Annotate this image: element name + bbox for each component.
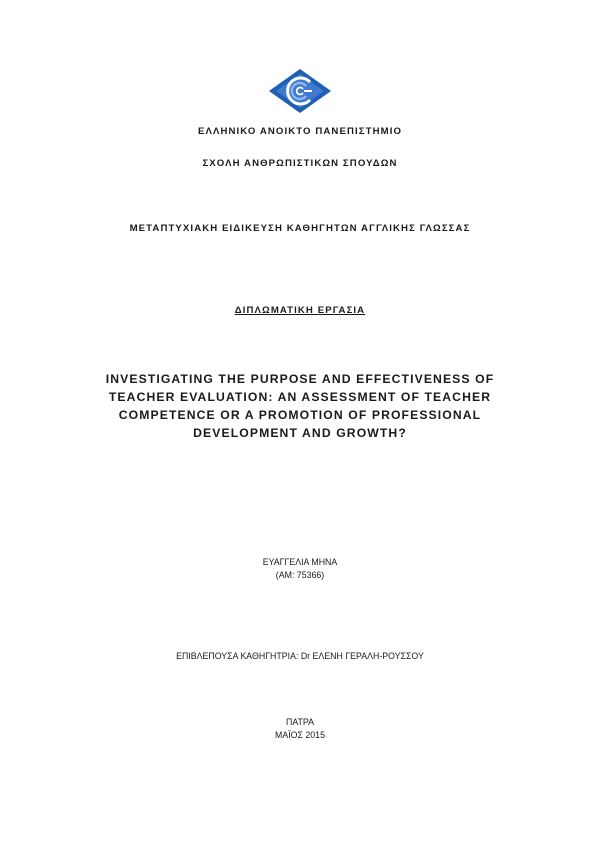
supervisor: ΕΠΙΒΛΕΠΟΥΣΑ ΚΑΘΗΓΗΤΡΙΑ: Dr ΕΛΕΝΗ ΓΕΡΑΛΗ-ΡΟΥΣΣΟΥ — [176, 651, 424, 661]
author-registration: (ΑΜ: 75366) — [275, 570, 325, 580]
date: ΜΑΪΟΣ 2015 — [275, 730, 325, 740]
place: ΠΑΤΡΑ — [285, 717, 315, 727]
title-line: TEACHER EVALUATION: AN ASSESSMENT OF TEACHER — [108, 390, 492, 404]
thesis-title — [100, 370, 500, 442]
university-name: ΕΛΛΗΝΙΚΟ ΑΝΟΙΚΤΟ ΠΑΝΕΠΙΣΤΗΜΙΟ — [197, 126, 403, 137]
title-line: COMPETENCE OR A PROMOTION OF PROFESSIONAL — [118, 408, 482, 422]
title-line: DEVELOPMENT AND GROWTH? — [193, 426, 407, 440]
title-line: INVESTIGATING THE PURPOSE AND EFFECTIVENESS OF — [105, 372, 495, 386]
document-type: ΔΙΠΛΩΜΑΤΙΚΗ ΕΡΓΑΣΙΑ — [234, 305, 366, 316]
program-name: ΜΕΤΑΠΤΥΧΙΑΚΗ ΕΙΔΙΚΕΥΣΗ ΚΑΘΗΓΗΤΩΝ ΑΓΓΛΙΚΗΣ ΓΛΩΣΣΑΣ — [129, 223, 471, 234]
author-name: ΕΥΑΓΓΕΛΙΑ ΜΗΝΑ — [262, 557, 338, 567]
school-name: ΣΧΟΛΗ ΑΝΘΡΩΠΙΣΤΙΚΩΝ ΣΠΟΥΔΩΝ — [202, 158, 398, 169]
university-logo-icon — [268, 68, 332, 114]
